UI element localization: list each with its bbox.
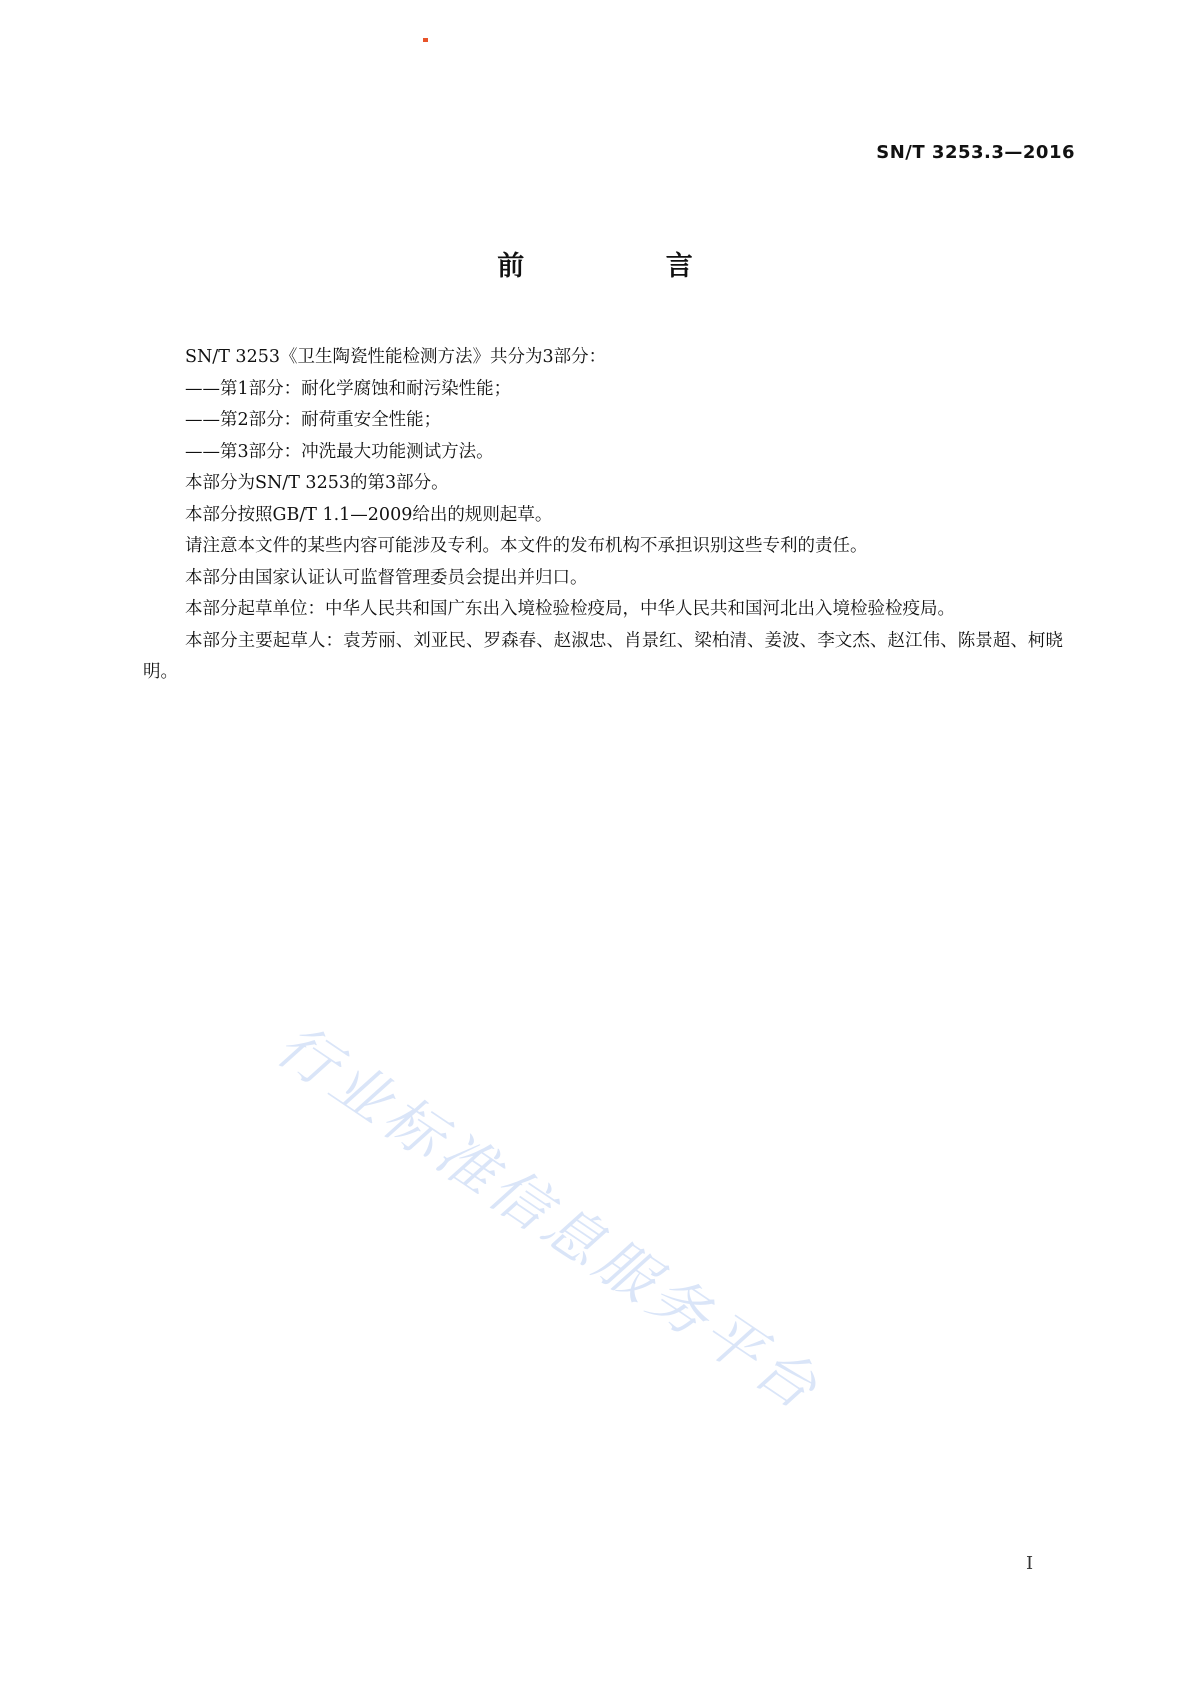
watermark: 行业标准信息服务平台 (264, 1010, 834, 1426)
orange-mark (423, 38, 428, 42)
paragraph: 请注意本文件的某些内容可能涉及专利。本文件的发布机构不承担识别这些专利的责任。 (185, 536, 868, 556)
page-number: I (1026, 1553, 1034, 1574)
paragraph: 本部分为SN/T 3253的第3部分。 (185, 473, 449, 493)
preface-body (143, 342, 1063, 689)
document-code: SN/T 3253.3—2016 (876, 142, 1075, 163)
page-title: 前 言 (497, 251, 759, 282)
list-item: ——第3部分：冲洗最大功能测试方法。 (185, 441, 494, 462)
list-item: ——第2部分：耐荷重安全性能； (185, 410, 442, 430)
paragraph: 本部分起草单位：中华人民共和国广东出入境检验检疫局，中华人民共和国河北出入境检验检疫局。 (185, 599, 955, 619)
paragraph: 本部分由国家认证认可监督管理委员会提出并归口。 (185, 567, 588, 588)
paragraph: 本部分主要起草人：袁芳丽、刘亚民、罗森春、赵淑忠、肖景红、梁柏清、姜波、李文杰、赵江伟、陈景超、柯晓明。 (143, 630, 1063, 682)
paragraph: 本部分按照GB/T 1.1—2009给出的规则起草。 (185, 504, 553, 525)
paragraph: SN/T 3253《卫生陶瓷性能检测方法》共分为3部分： (185, 347, 607, 367)
list-item: ——第1部分：耐化学腐蚀和耐污染性能； (185, 378, 512, 399)
